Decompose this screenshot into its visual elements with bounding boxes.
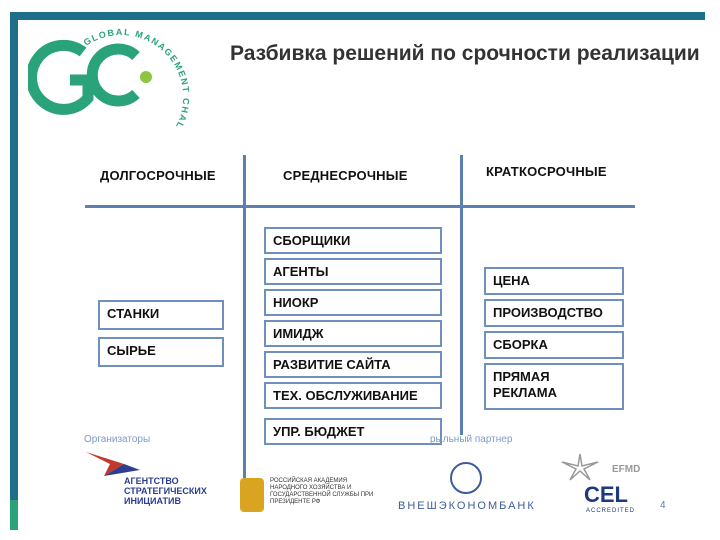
medium-term-item: РАЗВИТИЕ САЙТА bbox=[264, 351, 442, 378]
column-header-long-term: ДОЛГОСРОЧНЫЕ bbox=[100, 168, 216, 183]
long-term-item: СЫРЬЕ bbox=[98, 337, 224, 367]
short-term-item: ПРОИЗВОДСТВО bbox=[484, 299, 624, 327]
column-divider-right bbox=[460, 155, 463, 435]
veb-logo bbox=[398, 462, 548, 514]
ranepa-text: РОССИЙСКАЯ АКАДЕМИЯ НАРОДНОГО ХОЗЯЙСТВА И ГОСУДАРСТВЕННОЙ СЛУЖБЫ ПРИ ПРЕЗИДЕНТЕ РФ bbox=[270, 478, 374, 505]
long-term-item: СТАНКИ bbox=[98, 300, 224, 330]
cel-sub-text: ACCREDITED bbox=[586, 508, 636, 514]
efmd-text: EFMD bbox=[612, 464, 641, 475]
logo-dot bbox=[140, 71, 152, 83]
partner-label: рыльный партнер bbox=[430, 434, 513, 445]
short-term-item: ЦЕНА bbox=[484, 267, 624, 295]
efmd-star-icon bbox=[560, 452, 600, 482]
column-header-short-term: КРАТКОСРОЧНЫЕ bbox=[486, 164, 607, 179]
short-term-item: СБОРКА bbox=[484, 331, 624, 359]
bottom-frame-accent bbox=[10, 500, 18, 530]
short-term-item: ПРЯМАЯ РЕКЛАМА bbox=[484, 363, 624, 410]
logo-letter-g bbox=[32, 45, 88, 109]
medium-term-item: АГЕНТЫ bbox=[264, 258, 442, 285]
medium-term-item: ТЕХ. ОБСЛУЖИВАНИЕ bbox=[264, 382, 442, 409]
medium-term-item: ИМИДЖ bbox=[264, 320, 442, 347]
organizers-label: Организаторы bbox=[84, 434, 151, 445]
veb-text: ВНЕШЭКОНОМБАНК bbox=[398, 500, 536, 512]
logo-letter-c bbox=[92, 49, 136, 101]
efmd-cel-logo bbox=[560, 452, 660, 516]
column-header-medium-term: СРЕДНЕСРОЧНЫЕ bbox=[283, 168, 408, 183]
slide-title: Разбивка решений по срочности реализации bbox=[230, 42, 700, 65]
medium-term-item: НИОКР bbox=[264, 289, 442, 316]
asi-logo bbox=[84, 450, 224, 512]
medium-term-item: СБОРЩИКИ bbox=[264, 227, 442, 254]
veb-emblem-icon bbox=[450, 462, 482, 494]
cel-text: CEL bbox=[584, 482, 628, 507]
page-number: 4 bbox=[660, 500, 666, 511]
ranepa-logo bbox=[240, 478, 380, 514]
left-frame-bar bbox=[10, 12, 18, 527]
gmc-logo-graphic bbox=[28, 22, 198, 140]
asi-arrow-icon bbox=[84, 450, 144, 478]
top-frame-bar bbox=[10, 12, 705, 20]
header-divider bbox=[85, 205, 635, 208]
medium-term-item: УПР. БЮДЖЕТ bbox=[264, 418, 442, 445]
asi-text: АГЕНТСТВО СТРАТЕГИЧЕСКИХ ИНИЦИАТИВ bbox=[124, 476, 207, 506]
ranepa-emblem-icon bbox=[240, 478, 264, 512]
column-divider-left bbox=[243, 155, 246, 500]
logo-ring-text: GLOBAL MANAGEMENT CHAL bbox=[81, 26, 192, 132]
gmc-logo bbox=[28, 22, 198, 140]
